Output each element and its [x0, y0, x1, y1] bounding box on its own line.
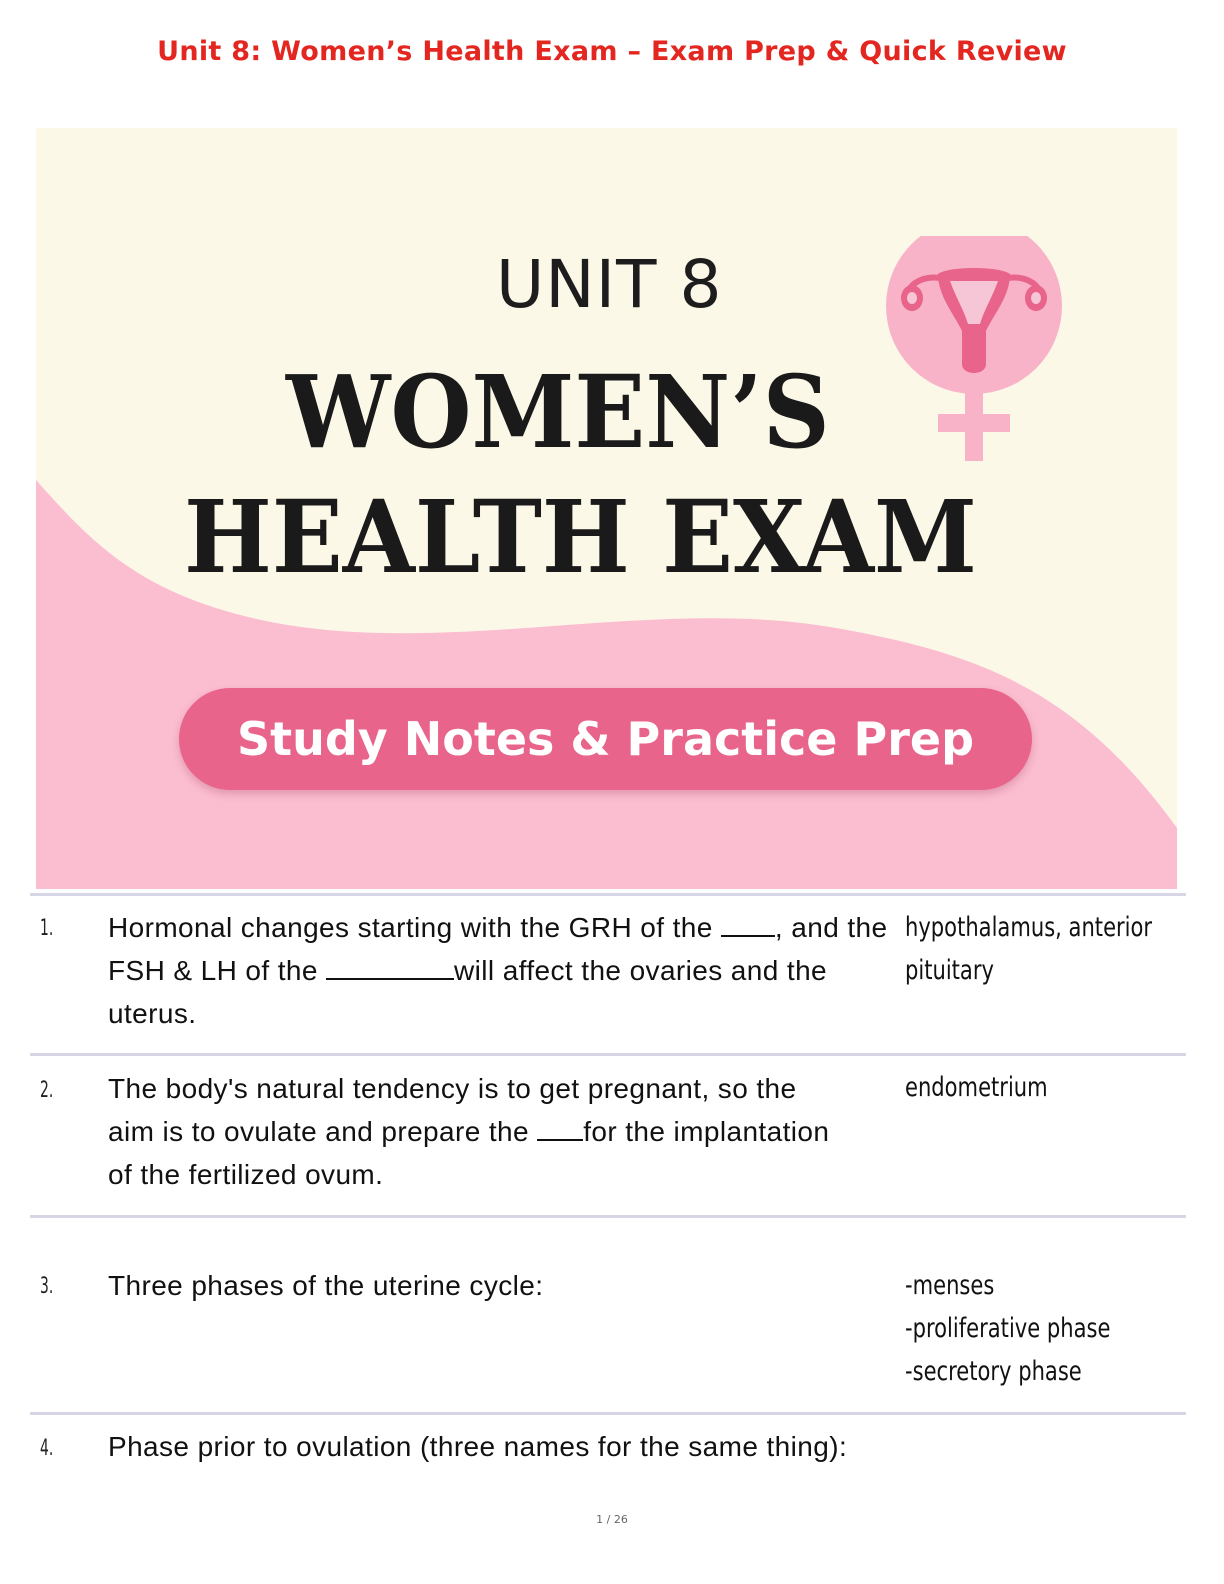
document-title: Unit 8: Women’s Health Exam – Exam Prep & Quick Review	[157, 36, 1067, 67]
unit-label: UNIT 8	[496, 246, 723, 323]
female-reproductive-symbol-icon	[886, 236, 1066, 461]
question-number: 1.	[40, 916, 54, 941]
answer-line: pituitary	[905, 955, 994, 986]
study-notes-pill: Study Notes & Practice Prep	[179, 688, 1032, 790]
divider	[30, 893, 1186, 896]
answer-blank	[537, 1119, 583, 1141]
banner-heading-line1: WOMEN’S	[286, 353, 830, 471]
page-indicator: 1 / 26	[596, 1513, 628, 1526]
question-number: 4.	[40, 1436, 54, 1461]
question-3-text: Three phases of the uterine cycle:	[108, 1270, 544, 1301]
question-number: 3.	[40, 1274, 54, 1299]
answer-line: -proliferative phase	[905, 1313, 1111, 1344]
divider	[30, 1215, 1186, 1218]
question-4-text: Phase prior to ovulation (three names for the same thing):	[108, 1431, 848, 1462]
divider	[30, 1412, 1186, 1415]
banner-heading-line2: HEALTH EXAM	[184, 478, 977, 596]
answer-line: -secretory phase	[905, 1356, 1082, 1387]
question-1-text: Hormonal changes starting with the GRH of the , and the FSH & LH of the will affect the ovaries and the uterus.	[108, 912, 888, 1029]
divider	[30, 1053, 1186, 1056]
answer-line: hypothalamus, anterior	[905, 912, 1153, 943]
answer-blank	[721, 915, 775, 937]
answer-line: endometrium	[905, 1072, 1048, 1103]
answer-blank	[326, 958, 454, 980]
answer-line: -menses	[905, 1270, 995, 1301]
question-number: 2.	[40, 1078, 54, 1103]
cover-banner	[36, 128, 1177, 889]
question-2-text: The body's natural tendency is to get pregnant, so the aim is to ovulate and prepare the for the implantation of the fertilized ovum.	[108, 1073, 830, 1190]
